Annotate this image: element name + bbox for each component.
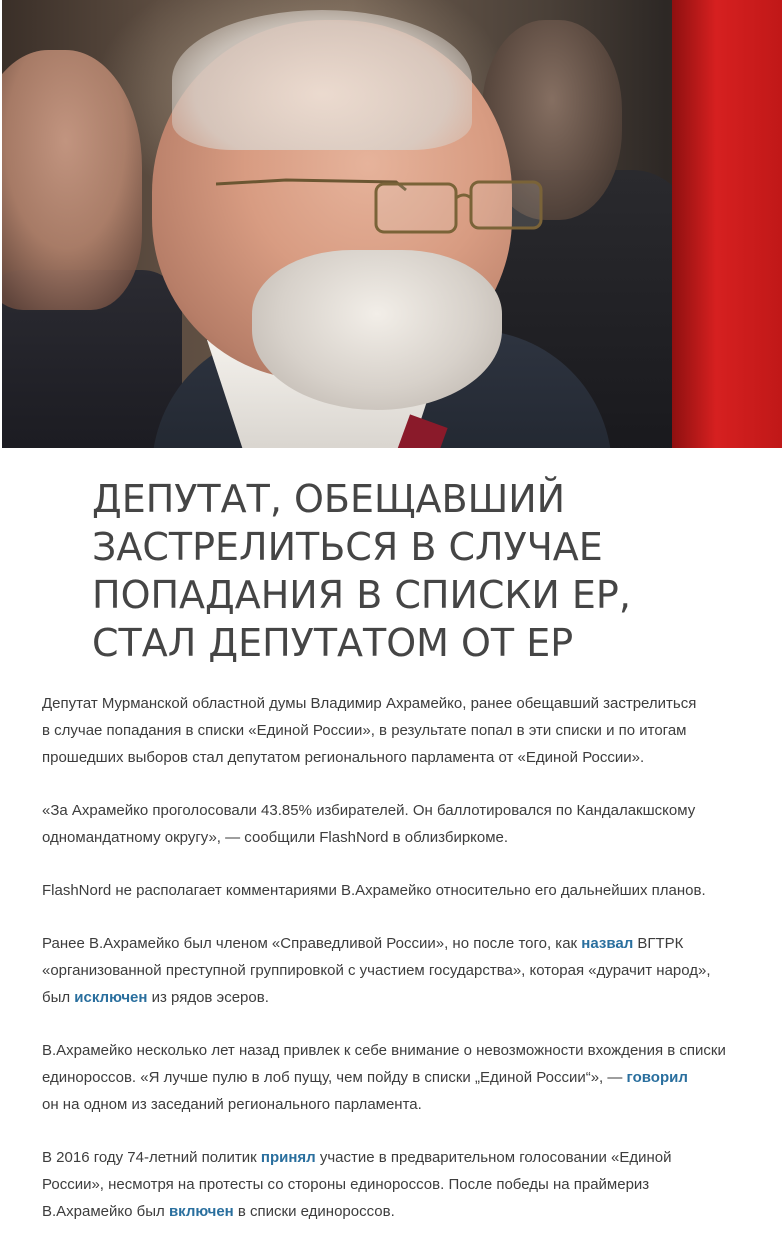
article-body — [42, 690, 742, 1251]
paragraph-4-text-d: из рядов эсеров. — [147, 989, 269, 1006]
paragraph-1 — [42, 690, 742, 771]
paragraph-2-line-1: «За Ахрамейко проголосовали 43.85% избирателей. Он баллотировался по Кандалакшскому — [42, 802, 696, 819]
glasses-graphic — [216, 176, 546, 246]
link-nazval[interactable]: назвал — [581, 935, 634, 952]
red-flag — [672, 0, 782, 448]
paragraph-1-line-2: в случае попадания в списки «Единой России», в результате попал в эти списки и по итогам — [42, 722, 687, 739]
paragraph-4-text-a: Ранее В.Ахрамейко был членом «Справедливой России», но после того, как — [42, 935, 582, 952]
paragraph-4-line-2: «организованной преступной группировкой с участием государства», которая «дурачит народ», — [42, 962, 711, 979]
paragraph-4 — [42, 930, 742, 1011]
paragraph-2-line-2: одномандатному округу», — сообщили FlashNord в облизбиркоме. — [42, 829, 509, 846]
paragraph-6-text-a: В 2016 году 74-летний политик — [42, 1149, 261, 1166]
paragraph-6-text-d: в списки единороссов. — [233, 1203, 395, 1220]
link-govoril[interactable]: говорил — [626, 1069, 688, 1086]
paragraph-2 — [42, 797, 742, 851]
paragraph-5-text-a: единороссов. «Я лучше пулю в лоб пущу, чем пойду в списки „Единой России“», — — [42, 1069, 627, 1086]
article-title: ДЕПУТАТ, ОБЕЩАВШИЙ ЗАСТРЕЛИТЬСЯ В СЛУЧАЕ ПОПАДАНИЯ В СПИСКИ ЕР, СТАЛ ДЕПУТАТОМ ОТ ЕР — [92, 477, 631, 665]
paragraph-4-text-c: был — [42, 989, 75, 1006]
article-photo — [2, 0, 782, 448]
paragraph-5-line-1: В.Ахрамейко несколько лет назад привлек к себе внимание о невозможности вхождения в списки — [42, 1042, 726, 1059]
paragraph-4-text-b: ВГТРК — [633, 935, 684, 952]
paragraph-3-text: FlashNord не располагает комментариями В.Ахрамейко относительно его дальнейших планов. — [42, 882, 706, 899]
paragraph-6 — [42, 1144, 742, 1225]
paragraph-6-text-b: участие в предварительном голосовании «Единой — [315, 1149, 672, 1166]
paragraph-5 — [42, 1037, 742, 1118]
paragraph-3 — [42, 877, 742, 904]
link-prinyal[interactable]: принял — [260, 1149, 316, 1166]
paragraph-5-line-3: он на одном из заседаний регионального парламента. — [42, 1096, 422, 1113]
link-isklyuchen[interactable]: исключен — [74, 989, 148, 1006]
paragraph-1-line-1: Депутат Мурманской областной думы Владимир Ахрамейко, ранее обещавший застрелиться — [42, 695, 697, 712]
paragraph-6-line-2: России», несмотря на протесты со стороны единороссов. После победы на праймериз — [42, 1176, 650, 1193]
paragraph-6-text-c: В.Ахрамейко был — [42, 1203, 169, 1220]
link-vklyuchen[interactable]: включен — [168, 1203, 234, 1220]
paragraph-1-line-3: прошедших выборов стал депутатом регионального парламента от «Единой России». — [42, 749, 645, 766]
